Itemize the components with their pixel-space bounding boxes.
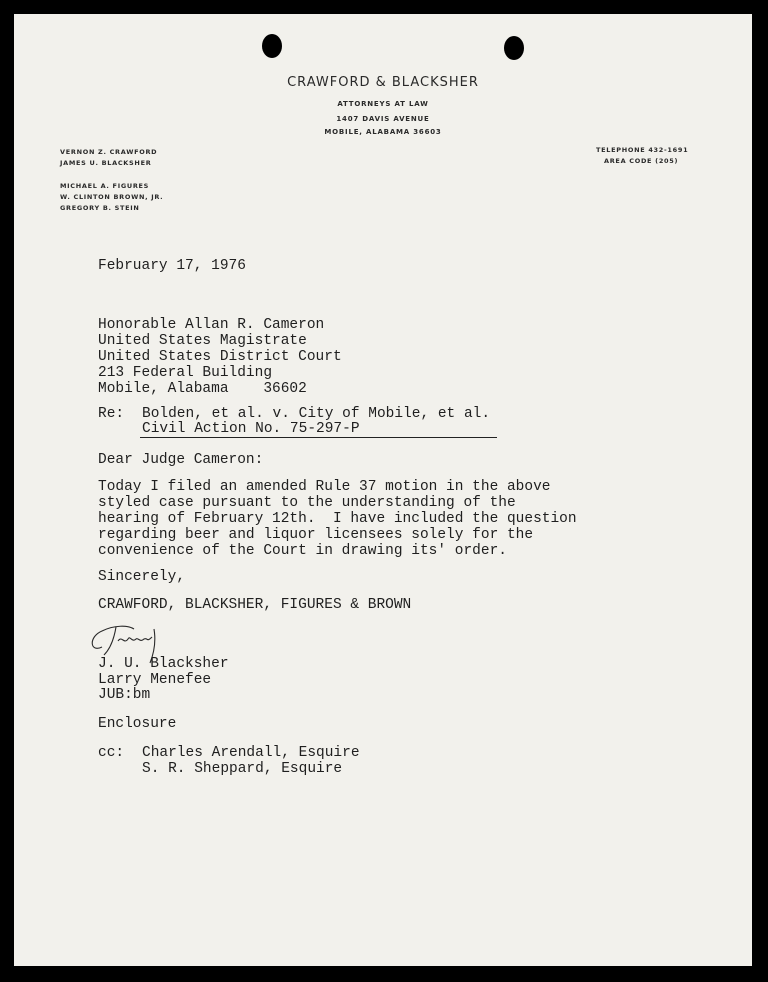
salutation: Dear Judge Cameron: — [98, 452, 264, 468]
associate-name: MICHAEL A. FIGURES — [60, 182, 150, 190]
body-line: convenience of the Court in drawing its' order. — [98, 543, 507, 559]
typist-initials: JUB:bm — [98, 687, 151, 703]
area-code: AREA CODE (205) — [604, 157, 679, 165]
associate-name: GREGORY B. STEIN — [60, 204, 140, 212]
punch-hole-right — [504, 36, 524, 60]
re-label: Re: — [98, 406, 125, 422]
letter-page — [14, 14, 752, 966]
cc-name: Charles Arendall, Esquire — [142, 745, 360, 761]
recipient-line: United States Magistrate — [98, 333, 307, 349]
firm-profession: ATTORNEYS AT LAW — [337, 100, 429, 108]
firm-name: CRAWFORD & BLACKSHER — [287, 75, 479, 90]
associate-name: W. CLINTON BROWN, JR. — [60, 193, 164, 201]
firm-signature: CRAWFORD, BLACKSHER, FIGURES & BROWN — [98, 597, 412, 613]
recipient-line: Mobile, Alabama 36602 — [98, 381, 307, 397]
body-line: hearing of February 12th. I have included the question — [98, 511, 577, 527]
recipient-line: United States District Court — [98, 349, 342, 365]
letter-date: February 17, 1976 — [98, 258, 246, 274]
cc-name: S. R. Sheppard, Esquire — [142, 761, 343, 777]
telephone: TELEPHONE 432-1691 — [596, 146, 689, 154]
body-line: Today I filed an amended Rule 37 motion in the above — [98, 479, 551, 495]
cc-label: cc: — [98, 745, 125, 761]
closing: Sincerely, — [98, 569, 186, 585]
recipient-line: 213 Federal Building — [98, 365, 273, 381]
body-line: styled case pursuant to the understanding of the — [98, 495, 516, 511]
firm-city: MOBILE, ALABAMA 36603 — [324, 128, 442, 136]
re-underline — [140, 437, 497, 438]
recipient-line: Honorable Allan R. Cameron — [98, 317, 325, 333]
partner-name: VERNON Z. CRAWFORD — [60, 148, 158, 156]
punch-hole-left — [262, 34, 282, 58]
signer-name: Larry Menefee — [98, 672, 212, 688]
partner-name: JAMES U. BLACKSHER — [60, 159, 152, 167]
signer-name: J. U. Blacksher — [98, 656, 229, 672]
body-line: regarding beer and liquor licensees solely for the — [98, 527, 534, 543]
firm-street: 1407 DAVIS AVENUE — [336, 115, 430, 123]
re-case-title: Bolden, et al. v. City of Mobile, et al. — [142, 406, 491, 422]
re-civil-action: Civil Action No. 75-297-P — [142, 421, 360, 437]
enclosure-note: Enclosure — [98, 716, 177, 732]
